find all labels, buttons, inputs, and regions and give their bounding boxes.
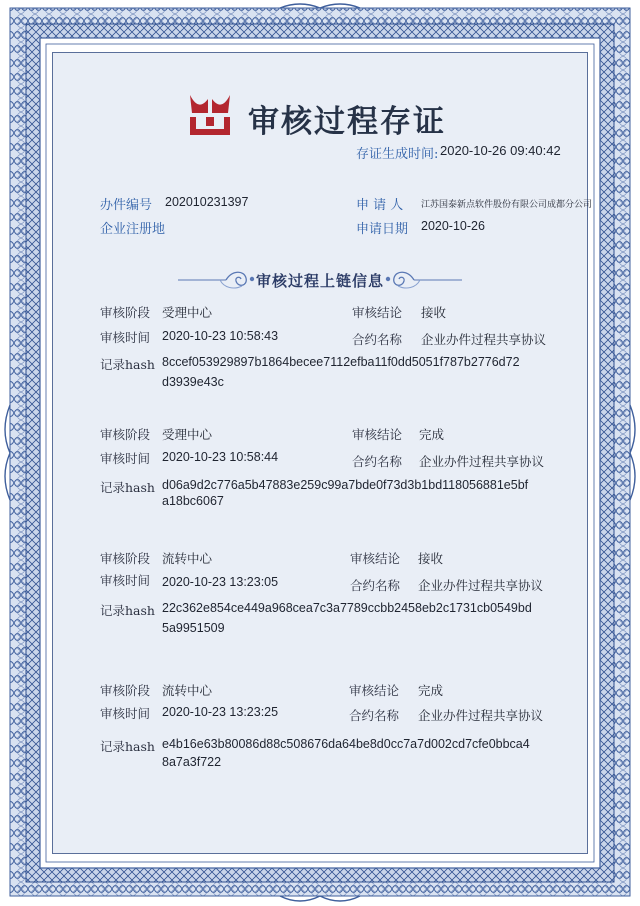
- record-contract-value: 企业办件过程共享协议: [419, 454, 545, 469]
- record-time-label: 审核时间: [100, 451, 151, 466]
- record-hash-line1: e4b16e63b80086d88c508676da64be8d0cc7a7d002cd7cfe0bbca4: [162, 737, 530, 751]
- left-ornament-icon: [176, 266, 256, 292]
- apply-date-value: 2020-10-26: [421, 219, 485, 233]
- record-result-label: 审核结论: [349, 683, 400, 698]
- record-stage-label: 审核阶段: [100, 551, 151, 566]
- apply-date-label: 申请日期: [356, 222, 409, 237]
- record-result-label: 审核结论: [352, 427, 403, 442]
- record-result-label: 审核结论: [350, 551, 401, 566]
- page-title: 审核过程存证: [248, 104, 446, 140]
- record-hash-line1: 8ccef053929897b1864becee7112efba11f0dd5051f787b2776d72: [162, 355, 520, 369]
- record-result-value: 完成: [419, 427, 445, 442]
- record-hash-line2: 8a7a3f722: [162, 755, 222, 769]
- generated-time-label: 存证生成时间:: [356, 147, 439, 162]
- record-hash-line2: a18bc6067: [162, 494, 224, 508]
- right-ornament-icon: [384, 266, 464, 292]
- generated-time-value: 2020-10-26 09:40:42: [440, 143, 561, 158]
- record-hash-line2: d3939e43c: [162, 375, 224, 389]
- record-time-value: 2020-10-23 13:23:05: [162, 575, 279, 589]
- case-no-label: 办件编号: [100, 198, 153, 213]
- record-time-value: 2020-10-23 10:58:44: [162, 450, 279, 464]
- record-hash-label: 记录hash: [100, 739, 155, 754]
- record-time-label: 审核时间: [100, 706, 151, 721]
- section-title: 审核过程上链信息: [256, 272, 385, 290]
- record-stage-label: 审核阶段: [100, 305, 151, 320]
- record-time-label: 审核时间: [100, 330, 151, 345]
- record-contract-value: 企业办件过程共享协议: [421, 332, 547, 347]
- record-stage-label: 审核阶段: [100, 427, 151, 442]
- record-hash-line2: 5a9951509: [162, 621, 225, 635]
- record-stage-value: 流转中心: [162, 551, 213, 566]
- record-result-value: 完成: [418, 683, 444, 698]
- record-hash-label: 记录hash: [100, 357, 155, 372]
- record-stage-value: 受理中心: [162, 305, 213, 320]
- reg-place-label: 企业注册地: [100, 222, 166, 237]
- record-time-value: 2020-10-23 13:23:25: [162, 705, 279, 719]
- record-time-value: 2020-10-23 10:58:43: [162, 329, 279, 343]
- case-no-value: 202010231397: [165, 195, 249, 209]
- record-stage-value: 流转中心: [162, 683, 213, 698]
- record-stage-label: 审核阶段: [100, 683, 151, 698]
- applicant-label: 申 请 人: [356, 198, 404, 213]
- record-hash-label: 记录hash: [100, 480, 155, 495]
- record-hash-line1: 22c362e854ce449a968cea7c3a7789ccbb2458eb2c1731cb0549bd: [162, 601, 532, 615]
- record-contract-value: 企业办件过程共享协议: [418, 578, 544, 593]
- organization-logo-icon: [186, 91, 234, 137]
- record-hash-line1: d06a9d2c776a5b47883e259c99a7bde0f73d3b1bd118056881e5bf: [162, 478, 529, 492]
- record-contract-value: 企业办件过程共享协议: [418, 708, 544, 723]
- record-hash-label: 记录hash: [100, 603, 155, 618]
- record-contract-label: 合约名称: [350, 578, 401, 593]
- applicant-value: 江苏国泰新点软件股份有限公司成都分公司: [421, 200, 593, 210]
- record-contract-label: 合约名称: [352, 454, 403, 469]
- record-contract-label: 合约名称: [349, 708, 400, 723]
- record-result-label: 审核结论: [352, 305, 403, 320]
- record-result-value: 接收: [421, 305, 447, 320]
- record-result-value: 接收: [418, 551, 444, 566]
- record-stage-value: 受理中心: [162, 427, 213, 442]
- record-time-label: 审核时间: [100, 573, 151, 588]
- record-contract-label: 合约名称: [352, 332, 403, 347]
